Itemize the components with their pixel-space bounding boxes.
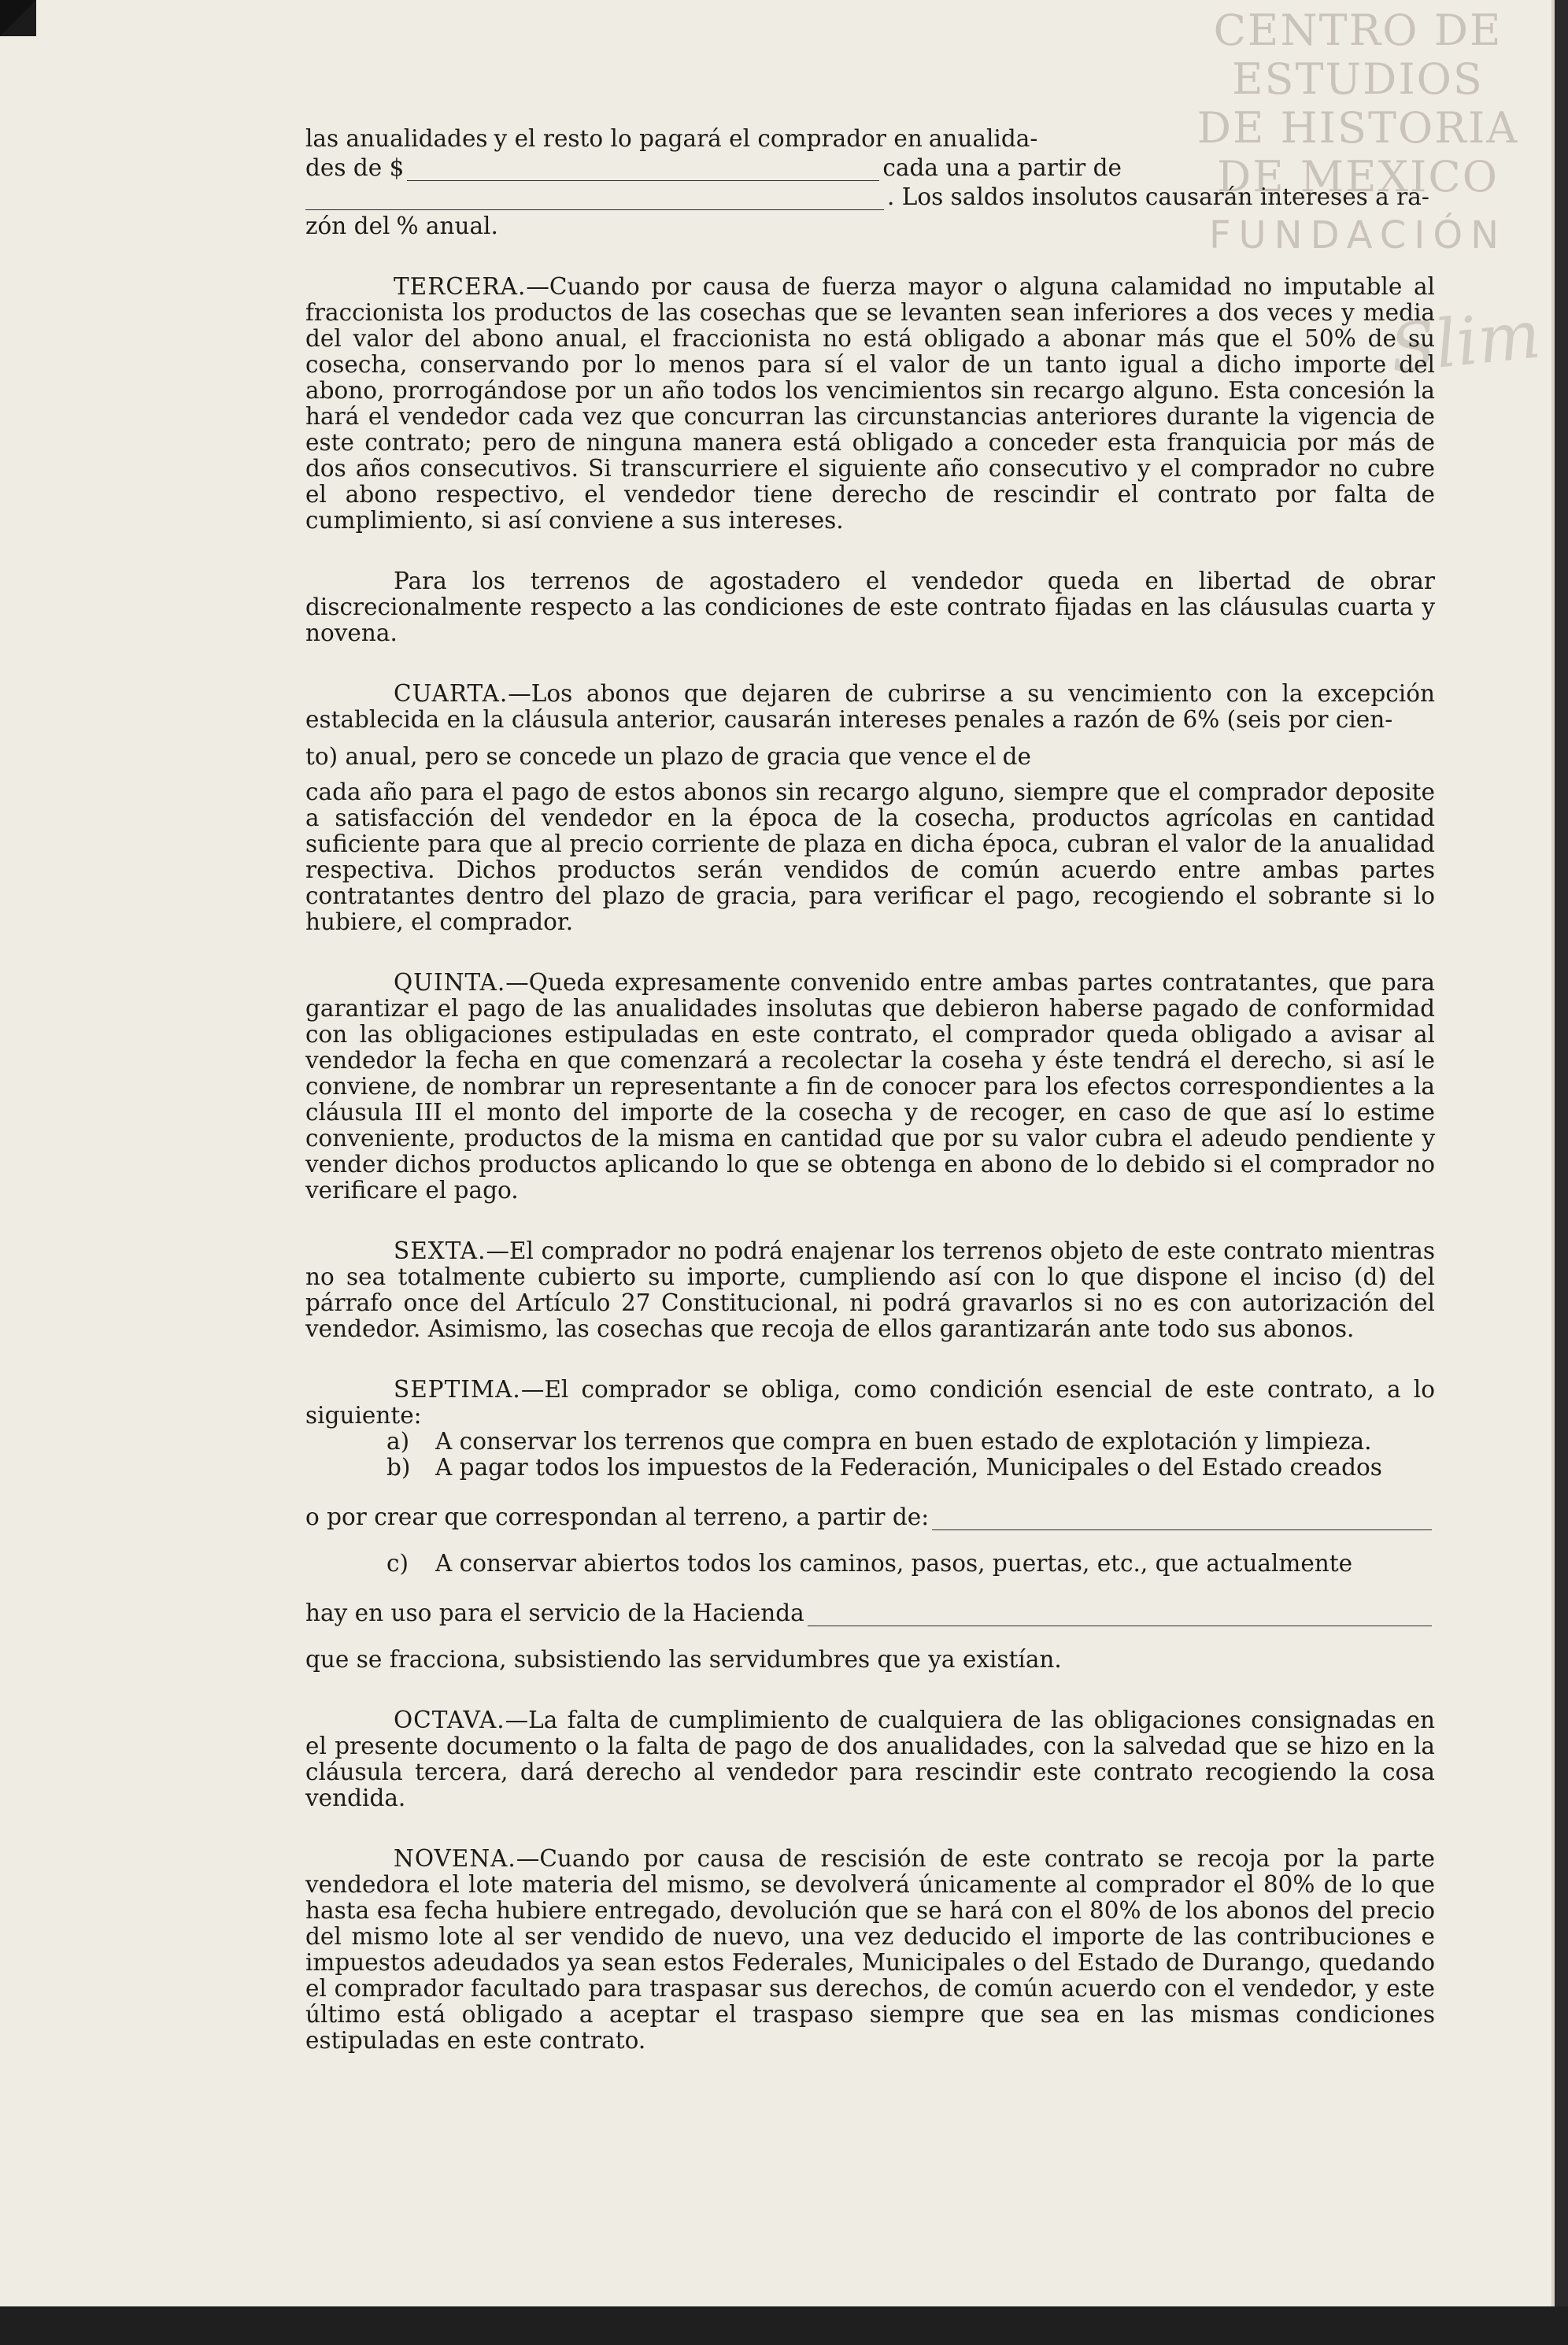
list-text: A conservar los terrenos que compra en buen estado de explotación y limpieza.: [435, 1428, 1372, 1455]
clause-heading: QUINTA.: [394, 969, 506, 996]
scan-edge-bottom: [0, 2306, 1568, 2345]
text-fragment: to) anual, pero se concede un plazo de gracia que vence el: [305, 743, 997, 770]
text-fragment: zón del: [305, 213, 390, 239]
septima-list: [386, 1429, 1435, 1481]
list-marker: b): [386, 1454, 411, 1481]
blank-field[interactable]: [305, 189, 884, 210]
top-line-1: [305, 126, 1435, 152]
clause-heading: SEXTA.: [394, 1237, 486, 1264]
cuarta-continuation: [305, 779, 1435, 935]
watermark-line: FUNDACIÓN: [1208, 213, 1507, 257]
clause-septima: [305, 1377, 1435, 1429]
clause-heading: OCTAVA.: [394, 1707, 505, 1733]
text-fragment: de: [1002, 743, 1032, 770]
clause-text: —Los abonos que dejaren de cubrirse a su vencimiento con la excepción establecida en la cláusula anterior, causarán intereses penales a razón de 6% (seis por cien-: [305, 680, 1435, 733]
top-line-4: [305, 213, 1435, 239]
cuarta-fill-line: [305, 744, 1435, 770]
contract-body: [305, 126, 1435, 2054]
septima-b-fill-line: [305, 1504, 1435, 1530]
clause-text: —El comprador no podrá enajenar los terrenos objeto de este contrato mientras no sea totalmente cubierto su importe, cumpliendo así con lo que dispone el inciso (d) del párrafo once del Artículo 27 Constitucional, ni podrá gravarlos si no es con autorización del vendedor. Asimismo, las cosechas que recoja de ellos garantizarán ante todo sus abonos.: [305, 1237, 1435, 1342]
clause-novena: [305, 1846, 1435, 2054]
clause-tercera: [305, 274, 1435, 534]
septima-c-end: que se fracciona, subsistiendo las servidumbres que ya existían.: [305, 1646, 1062, 1673]
list-item: [386, 1455, 1435, 1481]
clause-quinta: [305, 970, 1435, 1204]
watermark-line: DE HISTORIA: [1196, 103, 1519, 153]
list-text: A pagar todos los impuestos de la Federación, Municipales o del Estado creados: [435, 1454, 1382, 1481]
text-fragment: . Los saldos insolutos causarán intereses a ra-: [887, 183, 1429, 210]
clause-heading: NOVENA.: [394, 1845, 516, 1872]
list-item: [386, 1429, 1435, 1455]
watermark-line: DE MEXICO: [1217, 152, 1499, 202]
scan-edge-right: [1555, 0, 1568, 2345]
text-fragment: anualida-: [928, 125, 1038, 152]
clause-text: —Queda expresamente convenido entre ambas partes contratantes, que para garantizar el pago de las anualidades insolutas que debieron haberse pagado de conformidad con las obligaciones estipuladas en este contrato, el comprador queda obligado a avisar al vendedor la fecha en que comenzará a recolectar la coseha y éste tendrá el derecho, si así le conviene, de nombrar un representante a fin de conocer para los efectos correspondientes a la cláusula III el monto del importe de la cosecha y de recoger, en caso de que así lo estime conveniente, productos de la misma en cantidad que por su valor cubra el adeudo pendiente y vender dichos productos aplicando lo que se obtenga en abono de lo debido si el comprador no verificare el pago.: [305, 969, 1435, 1204]
blank-field[interactable]: [808, 1605, 1432, 1626]
clause-heading: CUARTA.: [394, 680, 508, 707]
list-marker: a): [386, 1428, 410, 1455]
clause-text: —El comprador se obliga, como condición esencial de este contrato, a lo siguiente:: [305, 1376, 1435, 1429]
text-fragment: des de $: [305, 154, 405, 181]
clause-sexta: [305, 1238, 1435, 1342]
watermark-line: ESTUDIOS: [1232, 54, 1484, 104]
septima-c-fill-line: [305, 1600, 1435, 1626]
watermark-signature: Slim: [1386, 295, 1544, 388]
text-fragment: y el resto lo pagará el comprador en: [494, 125, 923, 152]
clause-text: cada año para el pago de estos abonos sin recargo alguno, siempre que el comprador deposite a satisfacción del vendedor en la época de la cosecha, productos agrícolas en cantidad suficiente para que al precio corriente de plaza en dicha época, cubran el valor de la anualidad respectiva. Dichos productos serán vendidos de común acuerdo entre ambas partes contratantes dentro del plazo de gracia, para verificar el pago, recogiendo el sobrante si lo hubiere, el comprador.: [305, 779, 1435, 935]
clause-heading: TERCERA.: [394, 273, 527, 300]
septima-list-c: [386, 1551, 1435, 1577]
blank-field[interactable]: [407, 160, 879, 181]
list-marker: c): [386, 1550, 409, 1577]
corner-mark: [0, 0, 36, 36]
clause-cuarta: [305, 681, 1435, 733]
blank-field[interactable]: [932, 1509, 1432, 1530]
watermark-line: CENTRO DE: [1213, 6, 1503, 55]
list-text: A conservar abiertos todos los caminos, pasos, puertas, etc., que actualmente: [435, 1550, 1353, 1577]
text-fragment: hay en uso para el servicio de la Hacienda: [305, 1600, 804, 1626]
text-fragment: % anual.: [396, 213, 498, 239]
list-item: [386, 1551, 1435, 1577]
clause-heading: SEPTIMA.: [394, 1376, 521, 1403]
paragraph-text: Para los terrenos de agostadero el vendedor queda en libertad de obrar discrecionalmente respecto a las condiciones de este contrato fijadas en las cláusulas cuarta y novena.: [305, 568, 1435, 646]
text-fragment: cada una a partir de: [882, 154, 1122, 181]
clause-text: —Cuando por causa de rescisión de este contrato se recoja por la parte vendedora el lote materia del mismo, se devolverá únicamente al comprador el 80% de lo que hasta esa fecha hubiere entregado, devolución que se hará con el 80% de los abonos del precio del mismo lote al ser vendido de nuevo, una vez deducido el importe de las contribuciones e impuestos adeudados ya sean estos Federales, Municipales o del Estado de Durango, quedando el comprador facultado para traspasar sus derechos, de común acuerdo con el vendedor, y este último está obligado a aceptar el traspaso siempre que sea en las mismas condiciones estipuladas en este contrato.: [305, 1845, 1435, 2054]
clause-text: —La falta de cumplimiento de cualquiera de las obligaciones consignadas en el presente documento o la falta de pago de dos anualidades, con la salvedad que se hizo en la cláusula tercera, dará derecho al vendedor para rescindir este contrato recogiendo la cosa vendida.: [305, 1707, 1435, 1811]
text-fragment: las anualidades: [305, 125, 488, 152]
text-fragment: o por crear que correspondan al terreno, a partir de:: [305, 1504, 930, 1530]
top-line-2: [305, 155, 1435, 181]
clause-text: —Cuando por causa de fuerza mayor o alguna calamidad no imputable al fraccionista los productos de las cosechas que se levanten sean inferiores a dos veces y media del valor del abono anual, el fraccionista no está obligado a abonar más que el 50% de su cosecha, conservando por lo menos para sí el valor de un tanto igual a dicho importe del abono, prorrogándose por un año todos los vencimientos sin recargo alguno. Esta concesión la hará el vendedor cada vez que concurran las circunstancias anteriores durante la vigencia de este contrato; pero de ninguna manera está obligado a conceder esta franquicia por más de dos años consecutivos. Si transcurriere el siguiente año consecutivo y el comprador no cubre el abono respectivo, el vendedor tiene derecho de rescindir el contrato por falta de cumplimiento, si así conviene a sus intereses.: [305, 273, 1435, 534]
top-line-3: [305, 184, 1435, 210]
clause-octava: [305, 1707, 1435, 1811]
paragraph-agostadero: [305, 568, 1435, 646]
